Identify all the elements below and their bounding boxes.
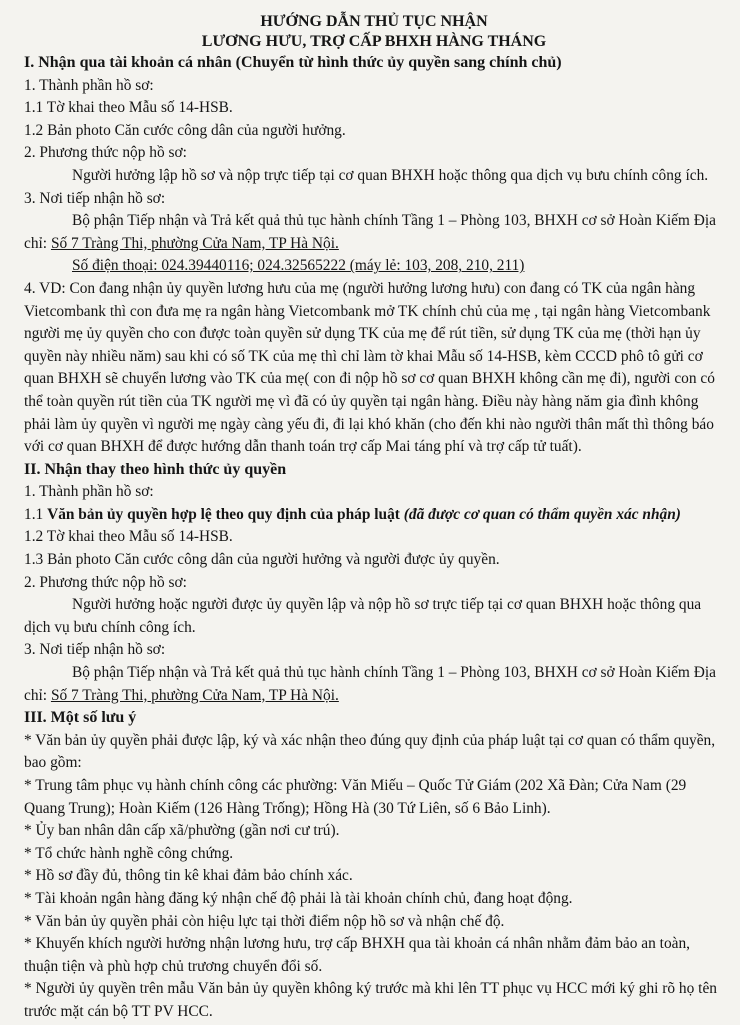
section2-item1-2: 1.2 Tờ khai theo Mẫu số 14-HSB. [24,528,233,546]
section2-heading: II. Nhận thay theo hình thức ủy quyền [24,460,287,478]
section1-item3-text [24,210,724,255]
section2-item1-1-italic: (đã được cơ quan có thẩm quyền xác nhận) [403,505,681,523]
section1-item1-2: 1.2 Bản photo Căn cước công dân của người hưởng. [24,121,346,139]
note-item: * Trung tâm phục vụ hành chính công các phường: Văn Miếu – Quốc Tử Giám (202 Xã Đàn; Cửa Nam (29 Quang Trung); Hoàn Kiếm (126 Hàng Trống); Hồng Hà (30 Tứ Liên, số 6 Bảo Linh). [24,777,687,817]
section1-item1-1: 1.1 Tờ khai theo Mẫu số 14-HSB. [24,99,233,117]
note-item: * Người ủy quyền trên mẫu Văn bản ủy quyền không ký trước mà khi lên TT phục vụ HCC mới ký ghi rõ họ tên trước mặt cán bộ TT PV HCC. [24,980,717,1020]
section2-item2-label: 2. Phương thức nộp hồ sơ: [24,573,187,591]
section2-item1-1-bold: Văn bản ủy quyền hợp lệ theo quy định của pháp luật [47,505,404,523]
section2-item2-text: Người hưởng hoặc người được ủy quyền lập và nộp hồ sơ trực tiếp tại cơ quan BHXH hoặc thông qua dịch vụ bưu chính công ích. [24,596,702,636]
note-item: * Khuyến khích người hưởng nhận lương hưu, trợ cấp BHXH qua tài khoản cá nhân nhằm đảm bảo an toàn, thuận tiện và phù hợp chủ trương chuyển đổi số. [24,935,691,975]
section2-office-text: Bộ phận Tiếp nhận và Trả kết quả thủ tục hành chính Tầng 1 – Phòng 103, BHXH cơ sở Hoàn Kiếm Địa chỉ: [24,664,716,704]
section2-item3-label: 3. Nơi tiếp nhận hồ sơ: [24,641,166,659]
section1-item4-text: 4. VD: Con đang nhận ủy quyền lương hưu của mẹ (người hưởng lương hưu) con đang có TK của ngân hàng Vietcombank thì con đưa mẹ ra ngân hàng Vietcombank mở TK chính chủ của mẹ , tại ngân hàng Vietcombank người mẹ ủy quyền cho con được toàn quyền sử dụng TK của mẹ để rút tiền, sử dụng TK của mẹ (thời hạn ủy quyền này nhiều năm) sau khi có số TK của mẹ thì chỉ làm tờ khai Mẫu số 14-HSB, kèm CCCD phô tô gửi cơ quan BHXH sẽ chuyển lương vào TK của mẹ( con đi nộp hồ sơ cơ quan BHXH không cần mẹ đi), người con có thể toàn quyền rút tiền của TK người mẹ vì đã có ủy quyền tại ngân hàng. Điều này hàng năm gia đình không phải làm ủy quyền vì người mẹ ngày càng yếu đi, đi lại khó khăn (cho đến khi nào người thân mất thì thông báo với cơ quan BHXH để được hướng dẫn thanh toán trợ cấp Mai táng phí và trợ cấp tử tuất). [24,279,715,456]
note-item: * Tổ chức hành nghề công chứng. [24,844,234,862]
section2-item1-label: 1. Thành phần hồ sơ: [24,483,154,501]
section3-heading: III. Một số lưu ý [24,709,137,727]
document-title-line1: HƯỚNG DẪN THỦ TỤC NHẬN [260,13,488,30]
note-item: * Hồ sơ đầy đủ, thông tin kê khai đảm bảo chính xác. [24,867,353,885]
section1-item1-label: 1. Thành phần hồ sơ: [24,76,154,94]
section2-item1-3: 1.3 Bản photo Căn cước công dân của người hưởng và người được ủy quyền. [24,551,500,569]
section1-item3-label: 3. Nơi tiếp nhận hồ sơ: [24,189,166,207]
section2-address: Số 7 Tràng Thi, phường Cửa Nam, TP Hà Nội. [50,686,339,704]
section1-phone: Số điện thoại: 024.39440116; 024.32565222 (máy lẻ: 103, 208, 210, 211) [72,257,525,275]
note-item: * Tài khoản ngân hàng đăng ký nhận chế độ phải là tài khoản chính chủ, đang hoạt động. [24,889,573,907]
section1-heading: I. Nhận qua tài khoản cá nhân (Chuyển từ hình thức ủy quyền sang chính chủ) [24,54,562,71]
note-item: * Văn bản ủy quyền phải được lập, ký và xác nhận theo đúng quy định của pháp luật tại cơ quan có thẩm quyền, bao gồm: [24,731,716,772]
document-title-line2: LƯƠNG HƯU, TRỢ CẤP BHXH HÀNG THÁNG [201,33,547,50]
section1-address: Số 7 Tràng Thi, phường Cửa Nam, TP Hà Nội. [50,234,339,252]
section1-item2-text: Người hưởng lập hồ sơ và nộp trực tiếp tại cơ quan BHXH hoặc thông qua dịch vụ bưu chính công ích. [72,166,709,184]
note-item: * Ủy ban nhân dân cấp xã/phường (gần nơi cư trú). [24,822,340,840]
section2-item3-text [24,662,724,707]
note-item: * Văn bản ủy quyền phải còn hiệu lực tại thời điểm nộp hồ sơ và nhận chế độ. [24,912,505,930]
section2-item1-1: 1.1 Văn bản ủy quyền hợp lệ theo quy định của pháp luật (đã được cơ quan có thẩm quyền xác nhận) [24,505,681,523]
section1-office-text: Bộ phận Tiếp nhận và Trả kết quả thủ tục hành chính Tầng 1 – Phòng 103, BHXH cơ sở Hoàn Kiếm Địa chỉ: [24,212,716,252]
section1-item2-label: 2. Phương thức nộp hồ sơ: [24,144,187,162]
